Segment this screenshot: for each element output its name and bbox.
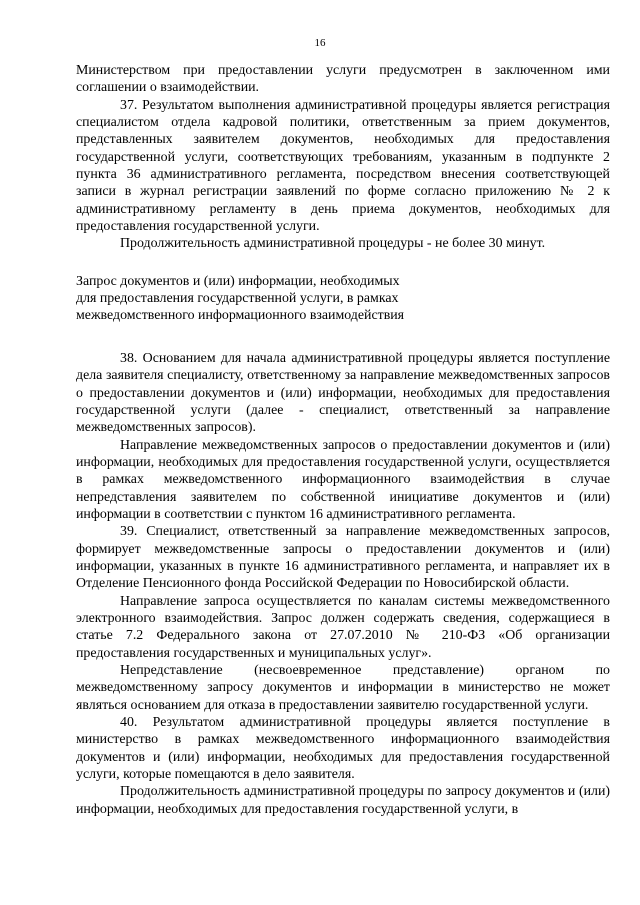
document-body — [76, 62, 610, 818]
paragraph-duration-30-min: Продолжительность административной процедуры - не более 30 минут. — [120, 236, 546, 252]
section-heading-line-1: Запрос документов и (или) информации, необходимых — [76, 273, 400, 289]
paragraph-duration-requests: Продолжительность административной процедуры по запросу документов и (или) информации, необходимых для предоставления государственной услуги, в — [76, 784, 610, 817]
paragraph-interagency-requests: Направление межведомственных запросов о предоставлении документов и (или) информации, необходимых для предоставления государственной услуги, осуществляется в рамках межведомственного информационного взаимодействия в случае непредставления заявителем по собственной инициативе документов и (или) информации в соответствии с пунктом 16 административного регламента. — [76, 437, 610, 522]
spacer — [76, 253, 610, 273]
section-heading-line-3: межведомственного информационного взаимодействия — [76, 308, 405, 324]
paragraph-39: 39. Специалист, ответственный за направление межведомственных запросов, формирует межведомственные запросы о предоставлении документов и (или) информации, указанных в пункте 16 административного регламента, и направляет их в Отделение Пенсионного фонда Российской Федерации по Новосибирской области. — [76, 524, 610, 592]
page-number: 16 — [314, 37, 326, 49]
spacer — [76, 325, 610, 350]
paragraph-continuation: Министерством при предоставлении услуги предусмотрен в заключенном ими соглашении о взаимодействии. — [76, 63, 610, 96]
section-heading — [76, 273, 610, 325]
paragraph-40: 40. Результатом административной процедуры является поступление в министерство в рамках межведомственного информационного взаимодействия документов и (или) информации, необходимых для предоставления государственной услуги, которые помещаются в дело заявителя. — [76, 715, 610, 783]
paragraph-non-submission: Непредставление (несвоевременное представление) органом по межведомственному запросу документов и информации в министерство не может являться основанием для отказа в предоставлении заявителю государственной услуги. — [76, 663, 610, 713]
section-heading-line-2: для предоставления государственной услуги, в рамках — [76, 291, 399, 307]
paragraph-38: 38. Основанием для начала административной процедуры является поступление дела заявителя специалисту, ответственному за направление межведомственных запросов о предоставлении документов и (или) информации, необходимых для предоставления государственной услуги (далее - специалист, ответственный за направление межведомственных запросов). — [76, 350, 610, 436]
paragraph-request-channels: Направление запроса осуществляется по каналам системы межведомственного электронного взаимодействия. Запрос должен содержать сведения, содержащиеся в статье 7.2 Федерального закона от 27.07.2010 № 210-ФЗ «Об организации предоставления государственных и муниципальных услуг». — [76, 593, 610, 661]
paragraph-37: 37. Результатом выполнения административной процедуры является регистрация специалистом отдела кадровой политики, ответственным за прием документов, представленных заявителем документов, необходимых для предоставления государственной услуги, соответствующих требованиям, указанным в подпункте 2 пункта 36 административного регламента, посредством внесения соответствующей записи в журнал регистрации заявлений по форме согласно приложению № 2 к административному регламенту в день приема документов, необходимых для предоставления государственной услуги. — [76, 97, 610, 235]
